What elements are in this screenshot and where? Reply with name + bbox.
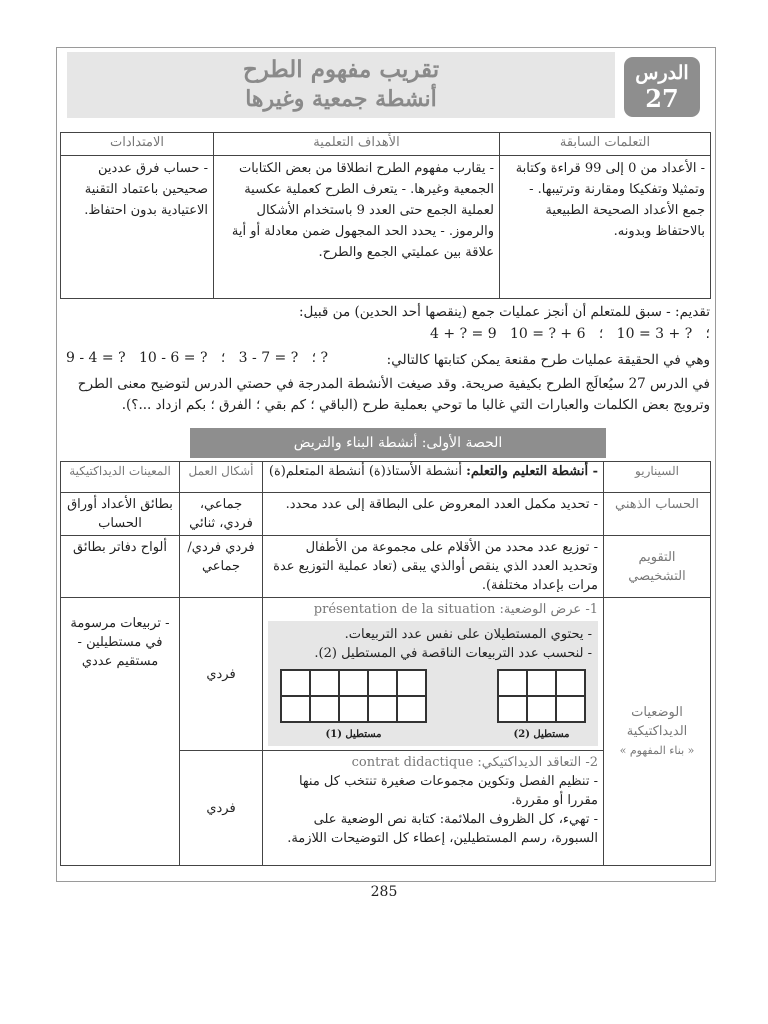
col-goals-header: الأهداف التعلمية (214, 133, 500, 156)
lesson-number-badge (624, 57, 700, 117)
table-row (61, 493, 711, 536)
situations-scenario-label: الوضعيات الديداكتيكية (626, 705, 688, 739)
intro-equations-1: 4 + ? = 9 ؛ ? + 3 = 10 ؛ 6 + ? = 10 (430, 326, 710, 342)
work-form-cell: فردي فردي/ جماعي (180, 536, 263, 598)
page-number: 285 (370, 884, 398, 900)
rectangles-figure (274, 663, 592, 746)
table-row (61, 536, 711, 598)
rectangle-1-grid (280, 669, 427, 723)
part2-work-cell: فردي (180, 751, 263, 866)
col-work-header: أشكال العمل (180, 462, 263, 493)
part1-line: - لنحسب عدد التربيعات الناقصة في المستطيل (2). (314, 646, 592, 661)
objectives-table (60, 132, 711, 299)
work-form-cell: جماعي، فردي، ثنائي (180, 493, 263, 536)
activities-header-rest: أنشطة الأستاذ(ة) أنشطة المتعلم(ة) (268, 464, 467, 479)
scenario-cell: التقويم التشخيصي (604, 536, 711, 598)
rectangle-2 (497, 669, 586, 744)
part1-title: 1- عرض الوضعية: présentation de la situation (313, 602, 598, 617)
scenario-cell: الحساب الذهني (604, 493, 711, 536)
situation-presentation-cell (263, 598, 604, 751)
part1-work-cell: فردي (180, 598, 263, 751)
didactic-contract-cell (263, 751, 604, 866)
intro-line3: في الدرس 27 سيُعالَج الطرح بكيفية صريحة. وقد صيغت الأنشطة المدرجة في حصتي الدرس لتوضيح معنى الطرح وترويج بعض الكلمات والعبارات التي غالبا ما توحي بعملية طرح (الباقي ؛ كم بقي ؛ الفرق ؛ بكم ازداد ...؟). (77, 376, 710, 413)
part1-aids-cell: - تربيعات مرسومة في مستطيلين - مستقيم عددي (61, 598, 180, 866)
col-prior-header: التعلمات السابقة (500, 133, 711, 156)
activity-cell: - توزيع عدد محدد من الأقلام على مجموعة من الأطفال وتحديد العدد الذي ينقص أوالذي يبقى (تعاد عملية التوزيع عدة مرات بإعداد مختلفة). (263, 536, 604, 598)
rectangle-2-grid (497, 669, 586, 723)
intro-line2: وهي في الحقيقة عمليات طرح مقنعة يمكن كتابتها كالتالي: (386, 352, 710, 368)
rectangle-1 (280, 669, 427, 744)
lesson-subtitle: أنشطة جمعية وغيرها (245, 86, 437, 112)
activity-cell: - تحديد مكمل العدد المعروض على البطاقة إلى عدد محدد. (263, 493, 604, 536)
part2-title: 2- التعاقد الديداكتيكي: contrat didactique (351, 755, 598, 770)
section-bar: الحصة الأولى: أنشطة البناء والتريض (190, 428, 606, 458)
activities-header-bold: - أنشطة التعليم والتعلم: (466, 464, 598, 479)
intro-equations-2: 9 - 4 = ? ؛ ? = 7 - 3 ؛ ? = 6 - 10 ? (66, 350, 329, 366)
learning-goals-cell: - يقارب مفهوم الطرح انطلاقا من بعض الكتابات الجمعية وغيرها. - يتعرف الطرح كعملية عكسية لعملية الجمع حتى العدد 9 باستخدام الأشكال والرموز. - يحدد الحد المجهول ضمن معادلة أو أية علاقة بين عمليتي الجمع والطرح. (214, 156, 500, 299)
col-scenario-header: السيناريو (604, 462, 711, 493)
table-row (61, 598, 711, 751)
lesson-header (67, 52, 615, 118)
col-aids-header: المعينات الديداكتيكية (61, 462, 180, 493)
prior-learning-cell: - الأعداد من 0 إلى 99 قراءة وكتابة وتمثيلا وتفكيكا ومقارنة وترتيبها. - جمع الأعداد الصحيحة الطبيعية بالاحتفاظ وبدونه. (500, 156, 711, 299)
part2-line: - تنظيم الفصل وتكوين مجموعات صغيرة تنتخب كل منها مقررا أو مقررة. (298, 774, 598, 808)
situations-scenario-cell (604, 598, 711, 866)
aids-cell: بطائق الأعداد أوراق الحساب (61, 493, 180, 536)
lesson-number: 27 (645, 84, 679, 113)
part2-line: - تهيء، كل الظروف الملائمة: كتابة نص الوضعية على السبورة، رسم المستطيلين، إعطاء كل التوضيحات اللازمة. (287, 812, 598, 846)
col-extensions-header: الامتدادات (61, 133, 214, 156)
situation-box (268, 621, 598, 746)
lesson-title: تقريب مفهوم الطرح (242, 56, 440, 83)
situations-scenario-note: « بناء المفهوم » (619, 744, 695, 757)
col-activities-header (263, 462, 604, 493)
part1-line: - يحتوي المستطيلان على نفس عدد التربيعات. (344, 627, 592, 642)
lesson-word: الدرس (635, 62, 689, 84)
aids-cell: ألواح دفاتر بطائق (61, 536, 180, 598)
activities-table (60, 461, 711, 866)
extensions-cell: - حساب فرق عددين صحيحين باعتماد التقنية الاعتيادية بدون احتفاظ. (61, 156, 214, 299)
rectangle-2-caption: مستطيل (2) (513, 729, 570, 740)
rectangle-1-caption: مستطيل (1) (325, 729, 382, 740)
intro-line1: تقديم: - سبق للمتعلم أن أنجز عمليات جمع (ينقصها أحد الحدين) من قبيل: (299, 304, 710, 320)
